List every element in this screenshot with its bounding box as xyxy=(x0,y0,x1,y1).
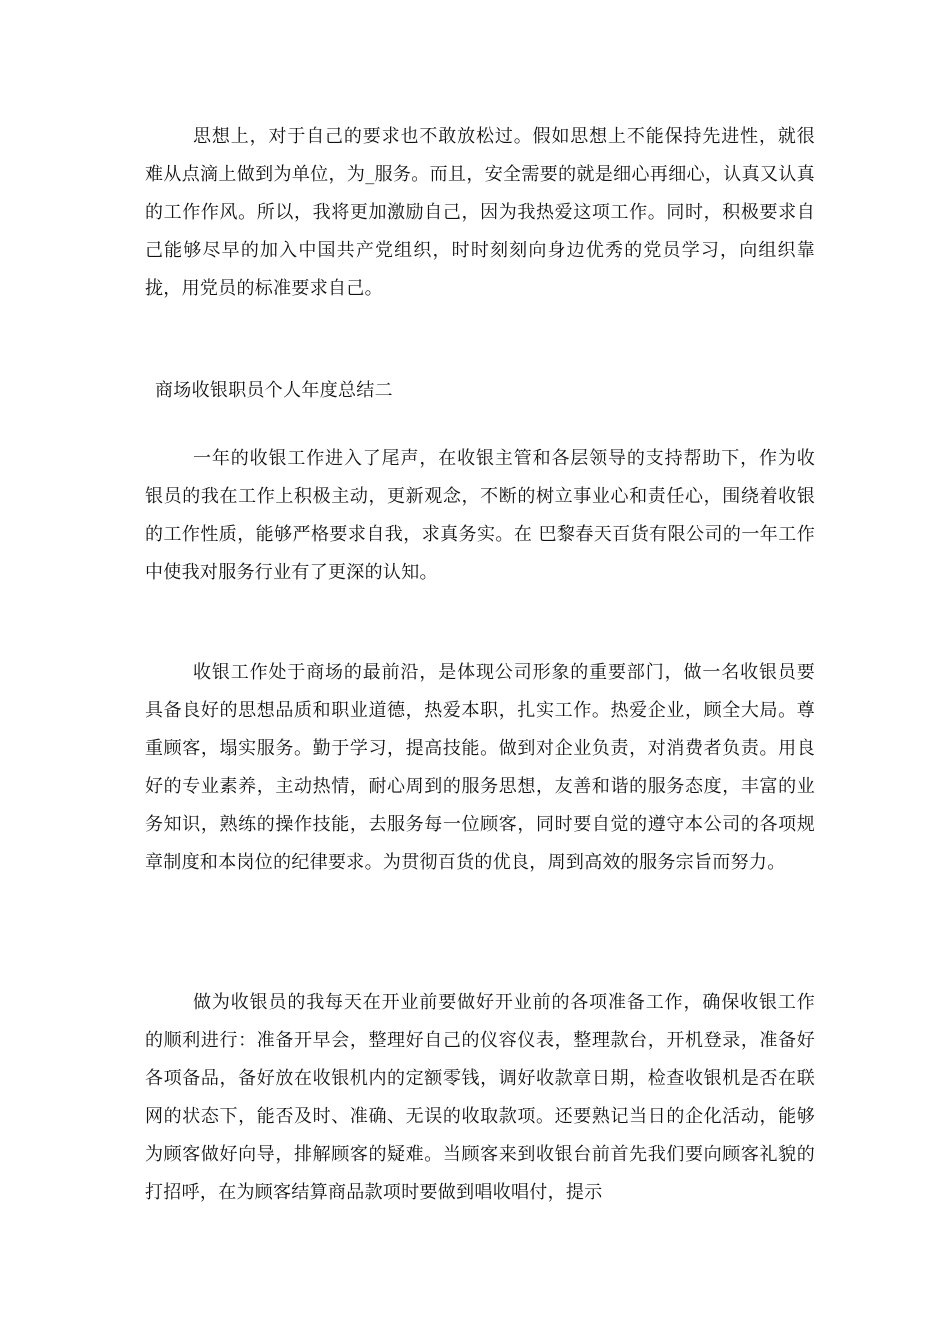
body-paragraph-4: 做为收银员的我每天在开业前要做好开业前的各项准备工作，确保收银工作的顺利进行：准备开早会，整理好自己的仪容仪表，整理款台，开机登录，准备好各项备品，备好放在收银机内的定额零钱，调好收款章日期，检查收银机是否在联网的状态下，能否及时、准确、无误的收取款项。还要熟记当日的企化活动，能够为顾客做好向导，排解顾客的疑难。当顾客来到收银台前首先我们要向顾客礼貌的打招呼，在为顾客结算商品款项时要做到唱收唱付，提示 xyxy=(145,992,815,1203)
body-paragraph-2: 一年的收银工作进入了尾声，在收银主管和各层领导的支持帮助下，作为收银员的我在工作上积极主动，更新观念，不断的树立事业心和责任心，围绕着收银的工作性质，能够严格要求自我，求真务实。在 巴黎春天百货有限公司的一年工作中使我对服务行业有了更深的认知。 xyxy=(145,448,815,583)
body-paragraph-3: 收银工作处于商场的最前沿，是体现公司形象的重要部门，做一名收银员要具备良好的思想品质和职业道德，热爱本职，扎实工作。热爱企业，顾全大局。尊重顾客，塌实服务。勤于学习，提高技能。做到对企业负责，对消费者负责。用良好的专业素养，主动热情，耐心周到的服务思想，友善和谐的服务态度，丰富的业务知识，熟练的操作技能，去服务每一位顾客，同时要自觉的遵守本公司的各项规章制度和本岗位的纪律要求。为贯彻百货的优良，周到高效的服务宗旨而努力。 xyxy=(145,662,815,873)
section-title: 商场收银职员个人年度总结二 xyxy=(155,380,393,401)
body-paragraph-1: 思想上，对于自己的要求也不敢放松过。假如思想上不能保持先进性，就很难从点滴上做到为单位，为_服务。而且，安全需要的就是细心再细心，认真又认真的工作作风。所以，我将更加激励自己，因为我热爱这项工作。同时，积极要求自己能够尽早的加入中国共产党组织，时时刻刻向身边优秀的党员学习，向组织靠拢，用党员的标准要求自己。 xyxy=(145,126,815,299)
